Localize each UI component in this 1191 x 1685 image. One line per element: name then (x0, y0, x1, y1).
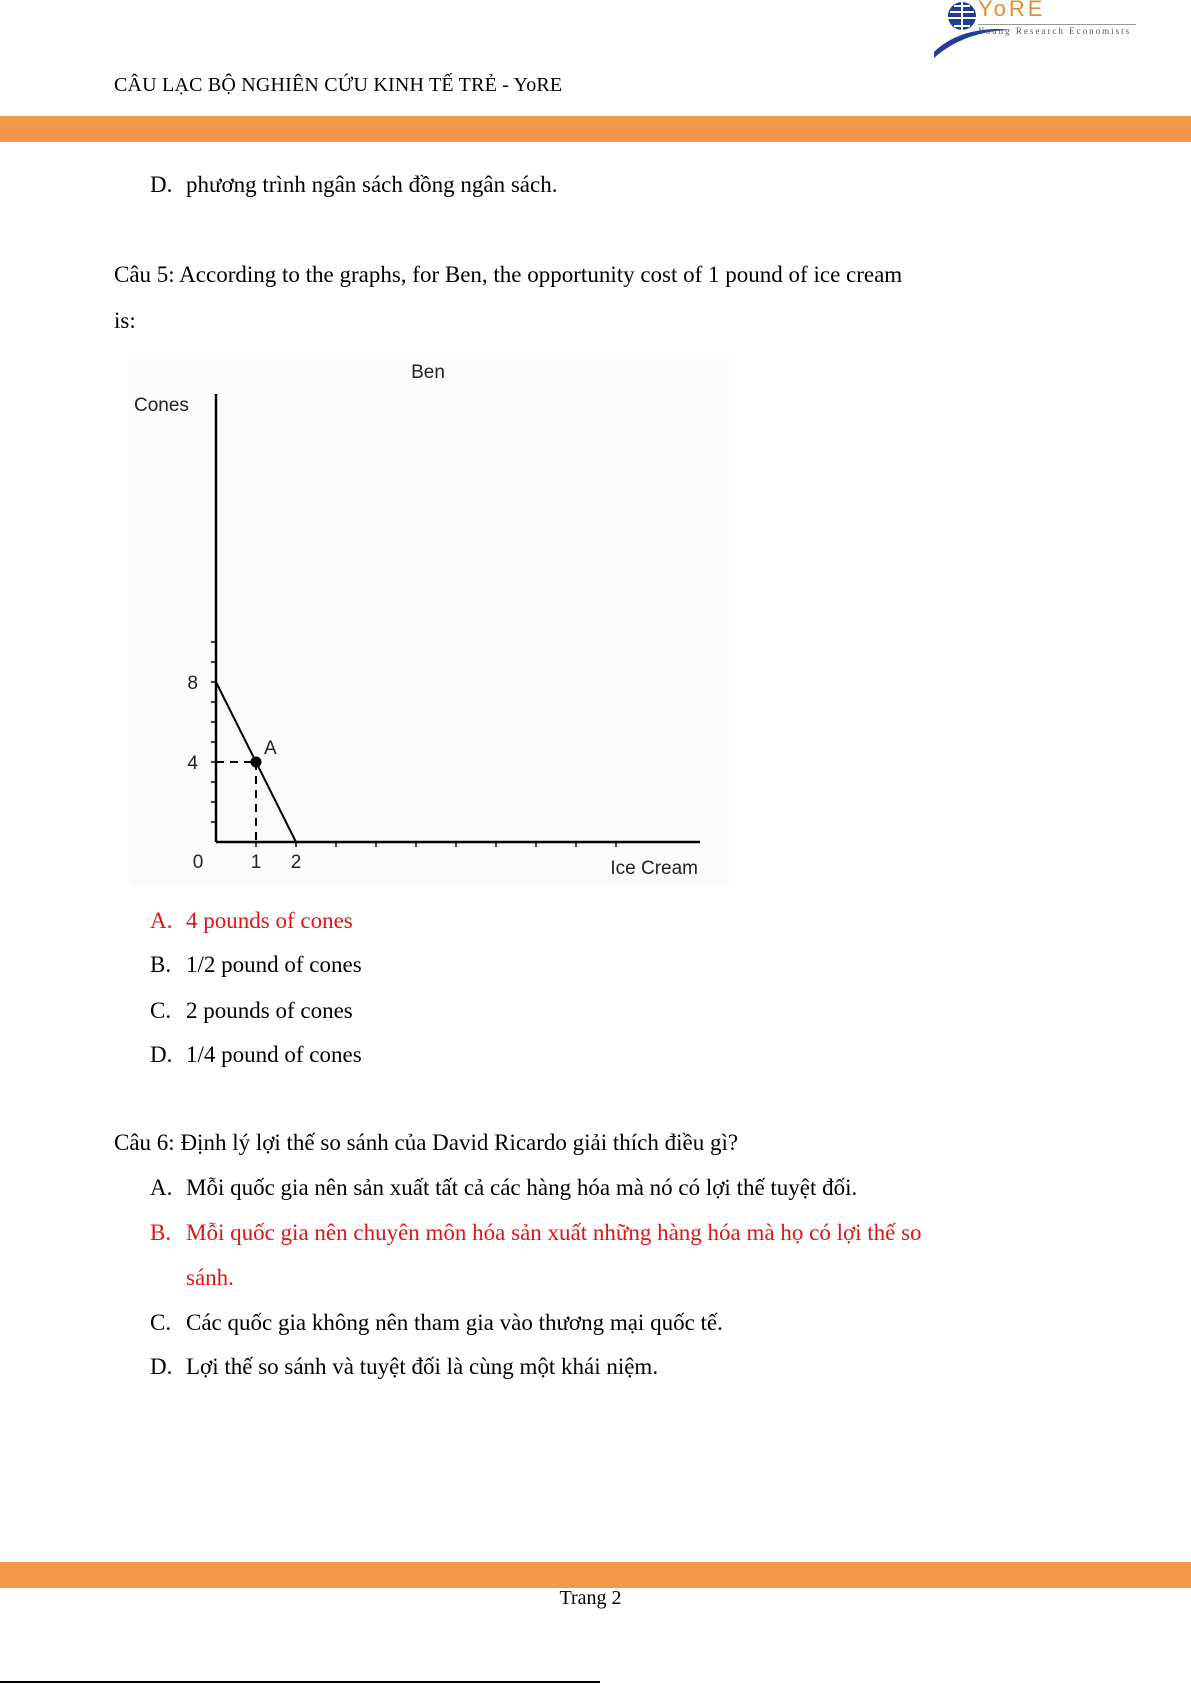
q6-option-c-text: Các quốc gia không nên tham gia vào thương mại quốc tế. (186, 1310, 723, 1335)
q5-option-d-text: 1/4 pound of cones (186, 1042, 362, 1067)
x-tick-label: 2 (290, 852, 302, 873)
q5-option-c-letter: C. (150, 998, 172, 1023)
q6-option-d-text: Lợi thế so sánh và tuyệt đối là cùng một khái niệm. (186, 1354, 659, 1379)
q6-option-b-letter: B. (150, 1220, 172, 1245)
point-a-marker (251, 757, 262, 768)
q5-stem-line2: is: (114, 308, 136, 333)
origin-label: 0 (192, 852, 204, 873)
chart-background (130, 356, 730, 886)
q5-stem-line1: Câu 5: According to the graphs, for Ben, the opportunity cost of 1 pound of ice cream (114, 262, 903, 287)
y-axis-label: Cones (134, 395, 189, 416)
q6-option-a-text: Mỗi quốc gia nên sản xuất tất cả các hàng hóa mà nó có lợi thế tuyệt đối. (186, 1175, 858, 1200)
q5-option-a-letter: A. (150, 908, 173, 933)
bottom-rule (0, 1681, 600, 1683)
q5-option-d-letter: D. (150, 1042, 173, 1067)
logo-subtitle: Young Research Economists (978, 26, 1132, 36)
q6-option-b-text-line2: sánh. (186, 1265, 234, 1290)
x-axis-label: Ice Cream (610, 858, 698, 879)
q5-option-a-text: 4 pounds of cones (186, 908, 353, 933)
header-band (0, 116, 1191, 142)
q6-option-a-letter: A. (150, 1175, 173, 1200)
chart-title: Ben (411, 362, 445, 383)
x-tick-label: 1 (250, 852, 262, 873)
q5-option-c-text: 2 pounds of cones (186, 998, 353, 1023)
q6-option-c-letter: C. (150, 1310, 172, 1335)
logo-divider (978, 24, 1136, 25)
logo-text: YoRE (978, 0, 1046, 21)
prev-option-d-text: phương trình ngân sách đồng ngân sách. (186, 172, 558, 197)
q6-stem: Câu 6: Định lý lợi thế so sánh của David Ricardo giải thích điều gì? (114, 1130, 739, 1155)
point-a-label: A (264, 738, 277, 759)
prev-option-d-letter: D. (150, 172, 173, 197)
page-number: Trang 2 (559, 1587, 622, 1609)
footer-band (0, 1562, 1191, 1588)
y-tick-label: 4 (187, 753, 198, 774)
ben-ppf-chart (130, 356, 730, 886)
q5-option-b-letter: B. (150, 952, 172, 977)
q5-option-b-text: 1/2 pound of cones (186, 952, 362, 977)
y-tick-label: 8 (187, 673, 198, 694)
header-title: CÂU LẠC BỘ NGHIÊN CỨU KINH TẾ TRẺ - YoRE (114, 74, 563, 96)
q6-option-b-text: Mỗi quốc gia nên chuyên môn hóa sản xuất những hàng hóa mà họ có lợi thế so (186, 1220, 922, 1245)
q6-option-d-letter: D. (150, 1354, 173, 1379)
